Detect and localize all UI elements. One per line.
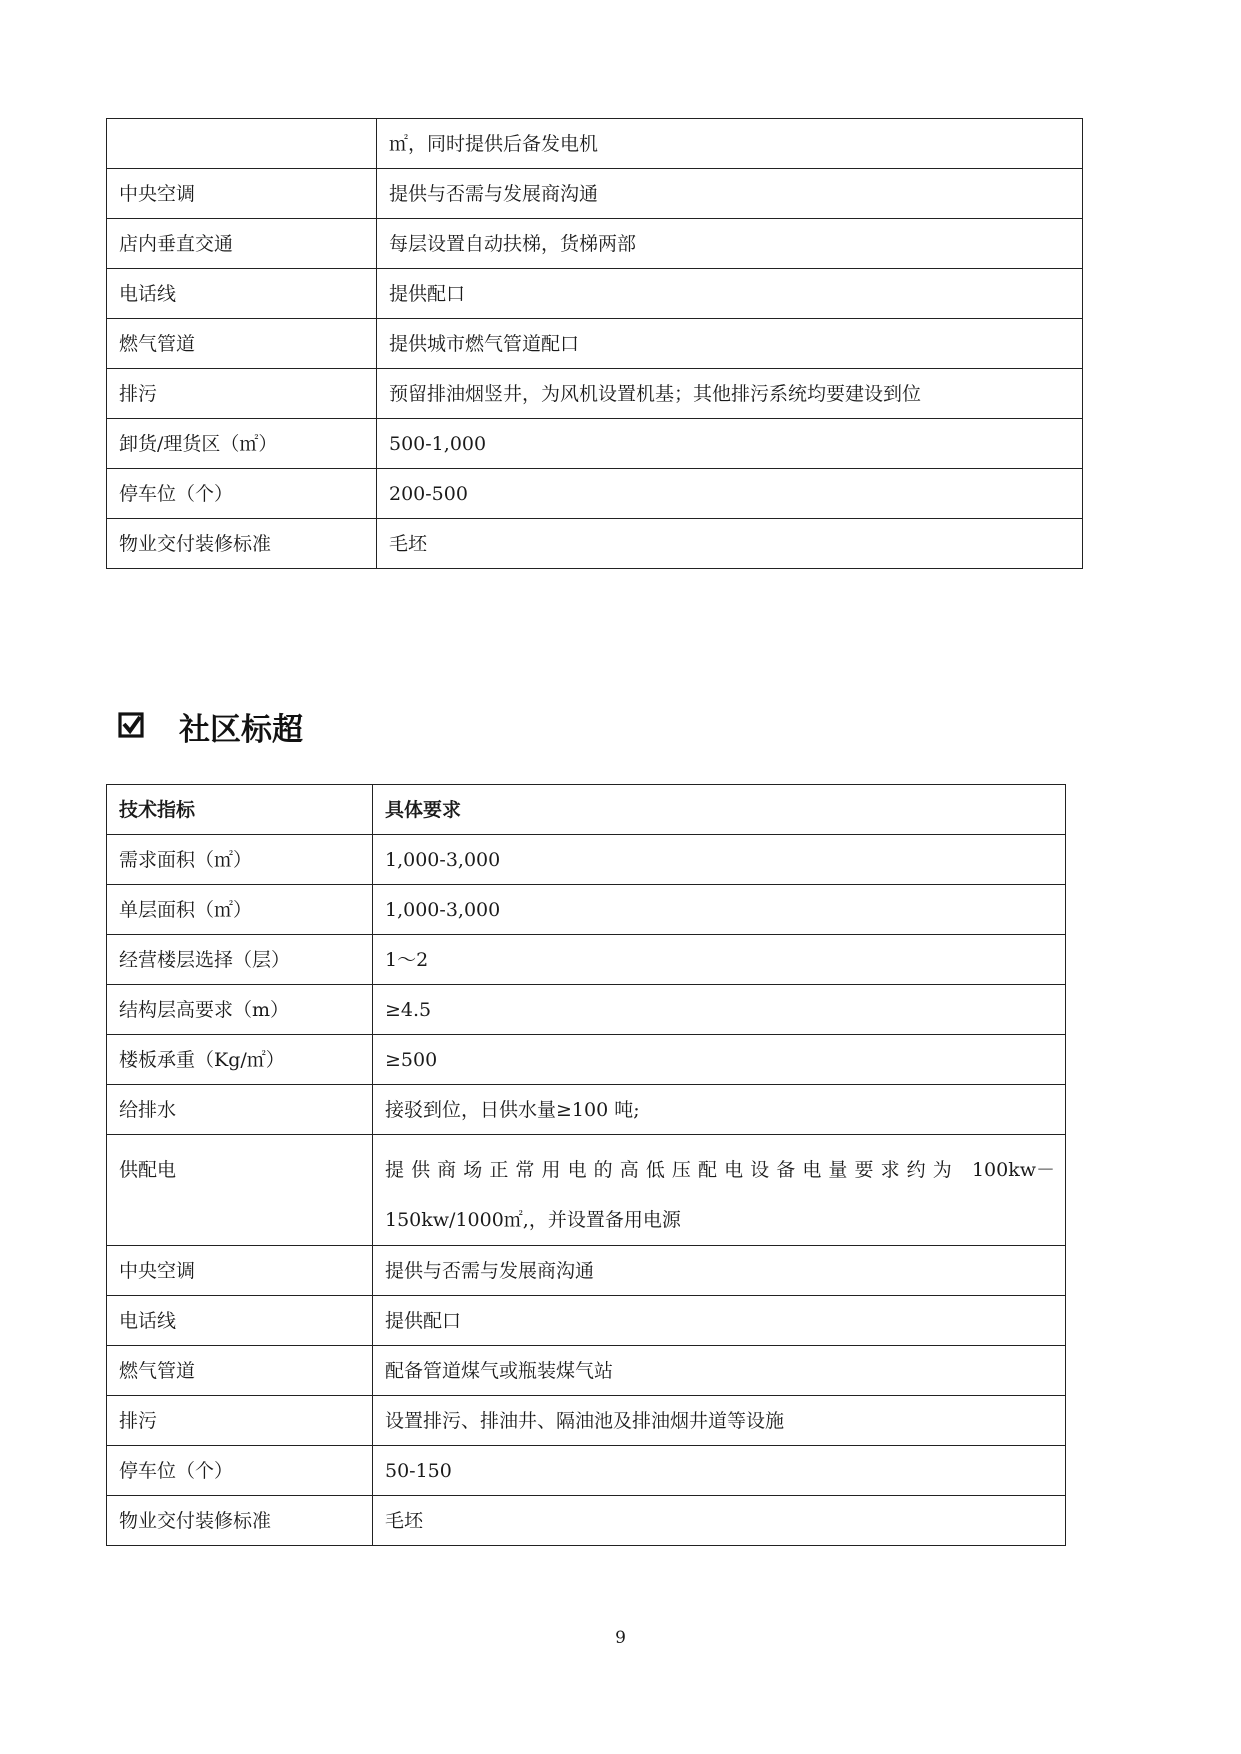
table-cell-value: 500-1,000	[377, 419, 1083, 469]
table-row	[107, 1135, 1066, 1246]
table-cell-label: 停车位（个）	[107, 1446, 373, 1496]
table-cell-label: 卸货/理货区（㎡）	[107, 419, 377, 469]
table-cell-label: 需求面积（㎡）	[107, 835, 373, 885]
table-cell-value: 1,000-3,000	[373, 885, 1066, 935]
table-cell-label: 给排水	[107, 1085, 373, 1135]
table-row	[107, 1296, 1066, 1346]
table-cell-label: 店内垂直交通	[107, 219, 377, 269]
table-cell-label: 物业交付装修标准	[107, 1496, 373, 1546]
table-cell-value: 每层设置自动扶梯，货梯两部	[377, 219, 1083, 269]
table-row	[107, 935, 1066, 985]
table-cell-value: 毛坯	[377, 519, 1083, 569]
table-cell-value: 1～2	[373, 935, 1066, 985]
table-row	[107, 119, 1083, 169]
table-cell-label: 排污	[107, 1396, 373, 1446]
table-row	[107, 519, 1083, 569]
table-cell-label: 经营楼层选择（层）	[107, 935, 373, 985]
table-row	[107, 219, 1083, 269]
table-cell-value: 提供城市燃气管道配口	[377, 319, 1083, 369]
table-row	[107, 1496, 1066, 1546]
table-row	[107, 835, 1066, 885]
checkbox-checked-icon	[118, 702, 145, 750]
section-heading	[118, 702, 303, 750]
table-cell-value: 设置排污、排油井、隔油池及排油烟井道等设施	[373, 1396, 1066, 1446]
table-cell-label	[107, 119, 377, 169]
table-header-row	[107, 785, 1066, 835]
table-row	[107, 1346, 1066, 1396]
column-header-requirement: 具体要求	[373, 785, 1066, 835]
table-cell-value: 提供与否需与发展商沟通	[373, 1246, 1066, 1296]
table-cell-value: 提供配口	[373, 1296, 1066, 1346]
table-cell-value: 接驳到位，日供水量≥100 吨;	[373, 1085, 1066, 1135]
table-cell-value	[373, 1135, 1066, 1246]
table-cell-label: 结构层高要求（m）	[107, 985, 373, 1035]
table-cell-label: 燃气管道	[107, 319, 377, 369]
table-cell-label: 电话线	[107, 269, 377, 319]
table-row	[107, 985, 1066, 1035]
table-cell-label: 供配电	[107, 1135, 373, 1246]
table-row	[107, 1246, 1066, 1296]
table-cell-label: 楼板承重（Kg/㎡）	[107, 1035, 373, 1085]
table-cell-value: 预留排油烟竖井，为风机设置机基；其他排污系统均要建设到位	[377, 369, 1083, 419]
table-cell-label: 中央空调	[107, 169, 377, 219]
section-title: 社区标超	[179, 711, 303, 748]
spec-table-hypermarket-continued	[106, 118, 1083, 569]
table-row	[107, 1396, 1066, 1446]
table-row	[107, 269, 1083, 319]
table-cell-value: 200-500	[377, 469, 1083, 519]
page-number: 9	[615, 1628, 626, 1648]
table-cell-label: 物业交付装修标准	[107, 519, 377, 569]
table-cell-label: 中央空调	[107, 1246, 373, 1296]
spec-table-community-supermarket	[106, 784, 1066, 1546]
table-cell-value: 毛坯	[373, 1496, 1066, 1546]
table-cell-label: 停车位（个）	[107, 469, 377, 519]
table-row	[107, 469, 1083, 519]
table-row	[107, 885, 1066, 935]
table-cell-value: 1,000-3,000	[373, 835, 1066, 885]
table-cell-label: 单层面积（㎡）	[107, 885, 373, 935]
table-row	[107, 169, 1083, 219]
table-cell-label: 电话线	[107, 1296, 373, 1346]
column-header-indicator: 技术指标	[107, 785, 373, 835]
table-cell-value-line: 150kw/1000㎡,，并设置备用电源	[385, 1209, 681, 1231]
table-row	[107, 319, 1083, 369]
table-cell-label: 燃气管道	[107, 1346, 373, 1396]
table-cell-value: ≥4.5	[373, 985, 1066, 1035]
table-row	[107, 1035, 1066, 1085]
table-cell-value: 50-150	[373, 1446, 1066, 1496]
table-cell-value: 配备管道煤气或瓶装煤气站	[373, 1346, 1066, 1396]
table-row	[107, 1085, 1066, 1135]
table-row	[107, 369, 1083, 419]
table-cell-value: ㎡，同时提供后备发电机	[377, 119, 1083, 169]
table-cell-value-line: 提供商场正常用电的高低压配电设备电量要求约为 100kw－	[385, 1159, 1055, 1181]
table-cell-value: 提供与否需与发展商沟通	[377, 169, 1083, 219]
table-row	[107, 1446, 1066, 1496]
table-cell-label: 排污	[107, 369, 377, 419]
table-row	[107, 419, 1083, 469]
table-cell-value: 提供配口	[377, 269, 1083, 319]
table-cell-value: ≥500	[373, 1035, 1066, 1085]
